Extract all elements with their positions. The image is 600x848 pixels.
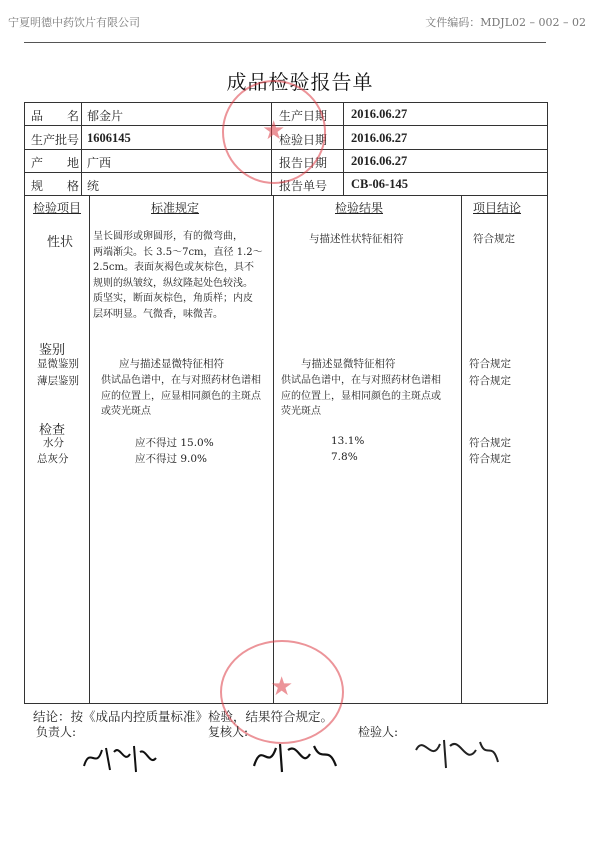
section-jiancha: 检查 xyxy=(39,423,66,438)
col-divider xyxy=(343,103,344,195)
xingzhuang-standard: 呈长圆形或卵圆形，有的微弯曲， 两端渐尖。长 3.5～7cm，直径 1.2～ 2.5cm。表面灰褐色或灰棕色，具不 规则的纵皱纹，纵纹隆起处色较浅。 质坚实，断面灰棕色，角质样；内皮 层环明显。气微香，味微苦。 xyxy=(93,231,263,320)
col-divider xyxy=(89,195,90,703)
shuifen-result: 13.1% xyxy=(331,435,365,447)
test-date-label: 检验日期 xyxy=(279,133,328,147)
col-divider xyxy=(461,195,462,703)
shuifen-standard: 应不得过 15.0% xyxy=(135,437,214,449)
seal-star-icon: ★ xyxy=(270,672,294,702)
seal-star-icon: ★ xyxy=(262,116,286,146)
prod-date-label: 生产日期 xyxy=(279,109,328,123)
bocen-standard: 供试品色谱中，在与对照药材色谱相 应的位置上，应显相同颜色的主斑点 或荧光斑点 xyxy=(101,375,261,417)
xingzhuang-conclusion: 符合规定 xyxy=(473,233,515,245)
report-no-label: 报告单号 xyxy=(279,179,328,193)
section-jianbie: 鉴别 xyxy=(39,343,66,358)
spec-label: 规 格 xyxy=(31,179,80,193)
test-date-value: 2016.06.27 xyxy=(351,131,408,145)
company-name: 宁夏明德中药饮片有限公司 xyxy=(8,16,140,29)
batch-label: 生产批号 xyxy=(31,133,80,147)
header-divider xyxy=(24,42,546,43)
report-no-value: CB-06-145 xyxy=(351,177,408,191)
col-header-result: 检验结果 xyxy=(335,201,384,215)
xianwei-label: 显微鉴别 xyxy=(37,358,79,370)
origin-label: 产 地 xyxy=(31,156,80,170)
page-title: 成品检验报告单 xyxy=(226,70,374,94)
zonghui-conclusion: 符合规定 xyxy=(469,453,511,465)
shuifen-conclusion: 符合规定 xyxy=(469,437,511,449)
bocen-label: 薄层鉴别 xyxy=(37,375,79,387)
reviewer-signature xyxy=(250,736,340,778)
quality-seal-top xyxy=(222,80,326,184)
zonghui-result: 7.8% xyxy=(331,451,358,463)
bocen-result: 供试品色谱中，在与对照药材色谱相 应的位置上，显相同颜色的主斑点或 荧光斑点 xyxy=(281,375,441,417)
prod-date-value: 2016.06.27 xyxy=(351,107,408,121)
reviewer-label: 复核人: xyxy=(208,725,249,739)
xianwei-conclusion: 符合规定 xyxy=(469,358,511,370)
origin-value: 广西 xyxy=(87,156,112,170)
responsible-signature xyxy=(80,740,160,776)
report-date-label: 报告日期 xyxy=(279,156,328,170)
conclusion-text: 结论：按《成品内控质量标准》检验，结果符合规定。 xyxy=(33,709,334,724)
zonghui-standard: 应不得过 9.0% xyxy=(135,453,208,465)
document-number: 文件编码：MDJL02 – 002 – 02 xyxy=(425,16,586,29)
report-date-value: 2016.06.27 xyxy=(351,154,408,168)
zonghui-label: 总灰分 xyxy=(37,453,69,465)
report-table xyxy=(24,102,548,724)
col-divider xyxy=(81,103,82,195)
bocen-conclusion: 符合规定 xyxy=(469,375,511,387)
xianwei-standard: 应与描述显微特征相符 xyxy=(119,358,224,370)
row-divider xyxy=(25,195,547,196)
product-value: 郁金片 xyxy=(87,109,124,123)
xianwei-result: 与描述显微特征相符 xyxy=(301,358,396,370)
col-header-conclusion: 项目结论 xyxy=(473,201,522,215)
col-header-item: 检验项目 xyxy=(33,201,82,215)
inspector-label: 检验人: xyxy=(358,725,399,739)
spec-value: 统 xyxy=(87,179,100,193)
product-label: 品 名 xyxy=(31,109,80,123)
shuifen-label: 水分 xyxy=(43,437,64,449)
col-divider xyxy=(273,195,274,703)
responsible-label: 负责人: xyxy=(36,725,77,739)
xingzhuang-result: 与描述性状特征相符 xyxy=(309,233,404,245)
inspector-signature xyxy=(410,730,500,774)
col-header-standard: 标准规定 xyxy=(151,201,200,215)
batch-value: 1606145 xyxy=(87,131,131,145)
section-xingzhuang: 性状 xyxy=(47,235,74,250)
